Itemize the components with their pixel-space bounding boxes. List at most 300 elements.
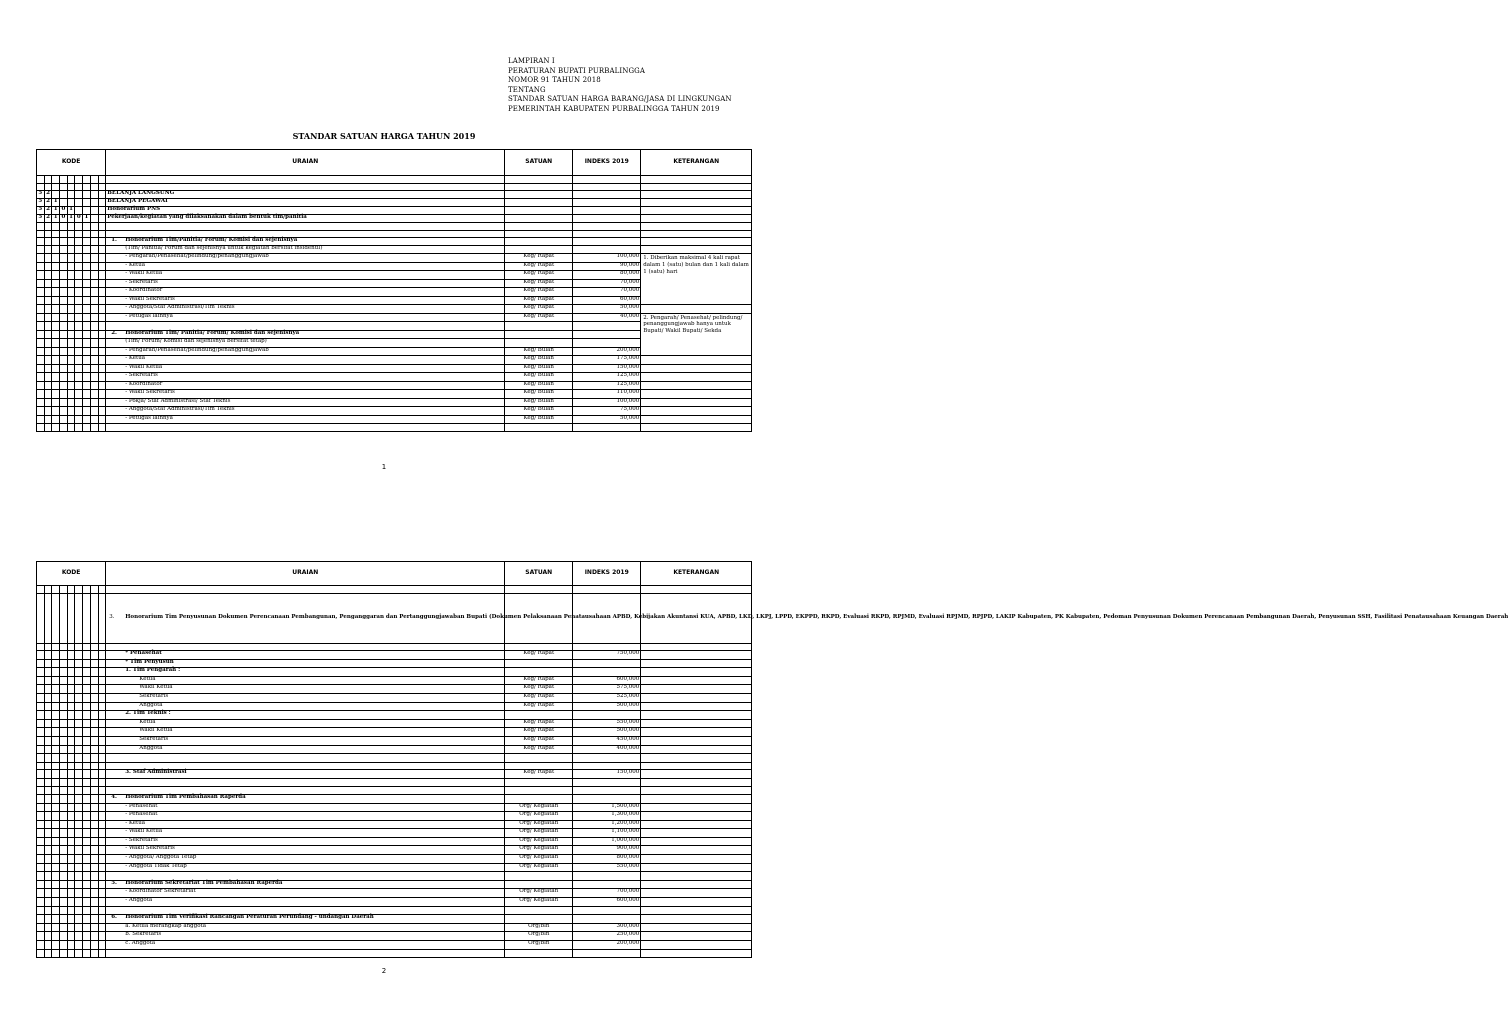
table-row [37, 754, 752, 763]
code-digit [75, 415, 83, 424]
section-title: Honorarium Tim Penyusunan Dokumen Perencanaan Pembangunan, Penganggaran dan Pertanggungjawaban Bupati (Dokumen Pelaksanaan Penatausahaan APBD, Kebijakan Akuntansi KUA, APBD, LKD, LKPJ, LPPD, EKPPD, RKPD, Evaluasi RKPD, RPJMD, Evaluasi RPJMD, RPJPD, LAKIP Kabupaten, PK Kabupaten, Pedoman Penyusunan Dokumen Perencanaan Pembangunan Daerah, Penyusunan SSH, Fasilitasi Penatausahaan Keuangan Daerah [125, 614, 1508, 621]
code-digit [44, 176, 52, 184]
code-digit [83, 837, 91, 846]
code-digit [52, 693, 60, 702]
satuan-cell: Keg/ Bulan [505, 356, 573, 365]
uraian-cell: - Wakil Ketua [106, 829, 505, 838]
code-digit [52, 246, 60, 254]
section-title: Honorarium Tim Verifikasi Rancangan Peraturan Perundang - undangan Daerah [125, 914, 374, 921]
code-digit [75, 932, 83, 941]
code-digit [52, 770, 60, 779]
code-digit [83, 373, 91, 382]
code-digit [37, 855, 45, 864]
code-digit [75, 659, 83, 668]
code-digit [98, 339, 106, 348]
code-digit [44, 223, 52, 231]
code-digit [90, 207, 98, 215]
satuan-cell: Org/ Kegiatan [505, 863, 573, 872]
code-digit [44, 787, 52, 795]
satuan-cell [505, 191, 573, 199]
code-digit [60, 643, 68, 651]
code-digit [52, 676, 60, 685]
code-digit [90, 880, 98, 889]
code-digit [37, 736, 45, 745]
code-digit [75, 787, 83, 795]
code-digit [83, 586, 91, 594]
code-digit [44, 889, 52, 898]
code-digit [37, 794, 45, 803]
indeks-cell: 500,000 [573, 728, 641, 737]
code-digit [67, 339, 75, 348]
code-digit [37, 778, 45, 787]
code-digit [90, 803, 98, 812]
table-row [37, 407, 752, 416]
code-digit [90, 719, 98, 728]
header-line: NOMOR 91 TAHUN 2018 [508, 76, 601, 84]
code-digit [60, 923, 68, 932]
code-digit: 1 [52, 199, 60, 207]
uraian-cell: - Wakil Ketua [106, 364, 505, 373]
satuan-cell [505, 330, 573, 339]
code-digit [90, 778, 98, 787]
satuan-cell [505, 322, 573, 331]
page-number: 1 [381, 463, 387, 471]
code-digit [52, 711, 60, 720]
uraian-cell: - Koordinator [106, 288, 505, 297]
code-digit [75, 846, 83, 855]
code-digit [52, 906, 60, 915]
satuan-cell: Org/ Kegiatan [505, 820, 573, 829]
code-digit [67, 693, 75, 702]
code-digit [37, 262, 45, 271]
price-table-page-1 [36, 149, 752, 432]
code-digit [67, 837, 75, 846]
code-digit [44, 407, 52, 416]
code-digit [67, 778, 75, 787]
code-digit [60, 176, 68, 184]
code-digit [83, 593, 91, 643]
satuan-cell [505, 199, 573, 207]
uraian-cell: - Anggota/ Anggota Tetap [106, 855, 505, 864]
code-digit [98, 347, 106, 356]
code-digit [67, 322, 75, 331]
indeks-cell [573, 207, 641, 215]
code-digit [37, 880, 45, 889]
code-digit [83, 794, 91, 803]
uraian-cell: Anggota [106, 745, 505, 754]
code-digit [83, 398, 91, 407]
code-digit [37, 889, 45, 898]
code-digit [52, 949, 60, 957]
uraian-cell: - Koordinator [106, 381, 505, 390]
column-header-satuan: SATUAN [505, 150, 573, 176]
code-digit [83, 415, 91, 424]
code-digit [44, 347, 52, 356]
keterangan-cell [641, 794, 752, 803]
code-digit [83, 364, 91, 373]
indeks-cell [573, 711, 641, 720]
code-digit [90, 889, 98, 898]
code-digit [37, 586, 45, 594]
code-digit [60, 262, 68, 271]
indeks-cell: 70,000 [573, 279, 641, 288]
code-digit [83, 659, 91, 668]
code-digit [83, 745, 91, 754]
code-digit [90, 754, 98, 763]
code-digit [90, 855, 98, 864]
indeks-cell: 175,000 [573, 356, 641, 365]
table-row [37, 863, 752, 872]
code-digit [52, 223, 60, 231]
keterangan-cell [641, 183, 752, 191]
satuan-cell [505, 586, 573, 594]
column-header-satuan: SATUAN [505, 562, 573, 586]
uraian-cell: - Anggota Tidak Tetap [106, 863, 505, 872]
code-digit [67, 643, 75, 651]
uraian-cell: - Penasehat [106, 803, 505, 812]
code-digit [60, 356, 68, 365]
uraian-cell: - Wakil Sekretaris [106, 296, 505, 305]
code-digit [83, 313, 91, 322]
code-digit [83, 330, 91, 339]
code-digit [75, 693, 83, 702]
code-digit [44, 279, 52, 288]
code-digit [60, 812, 68, 821]
code-digit [90, 424, 98, 432]
table-row [37, 356, 752, 365]
code-digit [60, 719, 68, 728]
code-digit [90, 711, 98, 720]
satuan-cell: Keg/ Rapat [505, 719, 573, 728]
code-digit [75, 288, 83, 297]
indeks-cell: 250,000 [573, 932, 641, 941]
uraian-cell: - Anggota/Staf Administrasi/Tim Teknis [106, 407, 505, 416]
code-digit [52, 863, 60, 872]
code-digit [75, 407, 83, 416]
code-digit [75, 949, 83, 957]
code-digit [60, 390, 68, 399]
code-digit [98, 415, 106, 424]
indeks-cell: 600,000 [573, 676, 641, 685]
code-digit [37, 770, 45, 779]
keterangan-cell [641, 407, 752, 416]
code-digit [67, 364, 75, 373]
uraian-cell: c. Anggota [106, 941, 505, 950]
keterangan-cell [641, 215, 752, 223]
code-digit [52, 872, 60, 881]
keterangan-cell [641, 898, 752, 907]
code-digit [37, 271, 45, 280]
keterangan-cell [641, 230, 752, 238]
code-digit [98, 889, 106, 898]
code-digit [75, 762, 83, 770]
code-digit [67, 915, 75, 924]
code-digit [83, 719, 91, 728]
table-row [37, 176, 752, 184]
code-digit [67, 872, 75, 881]
code-digit: 1 [67, 215, 75, 223]
code-digit [60, 941, 68, 950]
code-digit [37, 915, 45, 924]
satuan-cell: Keg/ Rapat [505, 736, 573, 745]
code-digit [90, 183, 98, 191]
table-row [37, 373, 752, 382]
code-digit [83, 863, 91, 872]
code-digit [98, 183, 106, 191]
code-digit [60, 339, 68, 348]
satuan-cell [505, 754, 573, 763]
code-digit [52, 279, 60, 288]
indeks-cell [573, 215, 641, 223]
code-digit [60, 787, 68, 795]
keterangan-cell [641, 390, 752, 399]
code-digit [60, 191, 68, 199]
satuan-cell: Keg/ Rapat [505, 770, 573, 779]
code-digit [52, 183, 60, 191]
code-digit [83, 702, 91, 711]
code-digit: 2 [44, 215, 52, 223]
code-digit [90, 339, 98, 348]
uraian-cell: - Petugas lainnya [106, 415, 505, 424]
code-digit [75, 586, 83, 594]
code-digit [98, 676, 106, 685]
code-digit [67, 754, 75, 763]
code-digit [98, 898, 106, 907]
code-digit [75, 915, 83, 924]
code-digit [98, 906, 106, 915]
indeks-cell: 75,000 [573, 407, 641, 416]
indeks-cell: 450,000 [573, 736, 641, 745]
satuan-cell: Keg/ Rapat [505, 685, 573, 694]
code-digit [75, 296, 83, 305]
code-digit [83, 880, 91, 889]
code-digit [67, 846, 75, 855]
code-digit [90, 949, 98, 957]
code-digit [37, 728, 45, 737]
satuan-cell: Org/bln [505, 923, 573, 932]
code-digit [75, 941, 83, 950]
code-digit [37, 754, 45, 763]
column-header-keterangan: KETERANGAN [641, 562, 752, 586]
code-digit [98, 364, 106, 373]
uraian-cell [106, 176, 505, 184]
code-digit [75, 347, 83, 356]
code-digit [75, 176, 83, 184]
code-digit [90, 736, 98, 745]
indeks-cell: 150,000 [573, 364, 641, 373]
column-header-indeks: INDEKS 2019 [573, 150, 641, 176]
code-digit [44, 923, 52, 932]
keterangan-cell [641, 668, 752, 677]
satuan-cell: Keg/ Rapat [505, 254, 573, 263]
uraian-cell [106, 778, 505, 787]
code-digit [67, 659, 75, 668]
uraian-cell: - Koordinator Sekretariat [106, 889, 505, 898]
code-digit [90, 676, 98, 685]
indeks-cell: 575,000 [573, 685, 641, 694]
table-row [37, 254, 752, 263]
code-digit [60, 915, 68, 924]
table-row [37, 941, 752, 950]
keterangan-cell [641, 906, 752, 915]
code-digit [60, 932, 68, 941]
uraian-cell: 2. Tim Teknis : [106, 711, 505, 720]
code-digit [90, 176, 98, 184]
keterangan-cell [641, 770, 752, 779]
code-digit [98, 223, 106, 231]
code-digit [83, 787, 91, 795]
satuan-cell: Keg/ Rapat [505, 296, 573, 305]
satuan-cell: Keg/ Rapat [505, 288, 573, 297]
code-digit [98, 803, 106, 812]
code-digit [83, 770, 91, 779]
code-digit [37, 745, 45, 754]
code-digit [90, 398, 98, 407]
table-row [37, 736, 752, 745]
keterangan-cell [641, 754, 752, 763]
indeks-cell: 550,000 [573, 719, 641, 728]
code-digit [60, 855, 68, 864]
code-digit [98, 407, 106, 416]
code-digit [37, 846, 45, 855]
code-digit [83, 846, 91, 855]
code-digit [37, 711, 45, 720]
code-digit [75, 373, 83, 382]
code-digit [67, 254, 75, 263]
code-digit [83, 238, 91, 246]
code-digit [60, 803, 68, 812]
code-digit [83, 820, 91, 829]
keterangan-cell [641, 846, 752, 855]
code-digit [98, 207, 106, 215]
uraian-cell: Wakil Ketua [106, 728, 505, 737]
table-row [37, 593, 752, 643]
satuan-cell: Org/ Kegiatan [505, 837, 573, 846]
code-digit [67, 415, 75, 424]
code-digit [52, 262, 60, 271]
section-title: Honorarium Tim Pembahasan Raperda [125, 793, 246, 800]
code-digit [67, 812, 75, 821]
uraian-cell: a. Ketua merangkap anggota [106, 923, 505, 932]
code-digit [44, 339, 52, 348]
code-digit [67, 356, 75, 365]
section-number: 6. [111, 914, 117, 921]
uraian-cell: - Pengarah/Penasehat/pelindung/penanggungjawab [106, 347, 505, 356]
code-digit [90, 812, 98, 821]
code-digit [98, 381, 106, 390]
code-digit [98, 812, 106, 821]
code-digit: 5 [37, 215, 45, 223]
satuan-cell [505, 207, 573, 215]
keterangan-cell [641, 880, 752, 889]
header-line: LAMPIRAN I [508, 57, 555, 65]
code-digit [67, 223, 75, 231]
code-digit [37, 702, 45, 711]
code-digit [60, 736, 68, 745]
indeks-cell [573, 322, 641, 331]
code-digit [67, 923, 75, 932]
uraian-cell: - Pengarah/Penasehat/pelindung/penanggungjawab [106, 254, 505, 263]
table-row [37, 223, 752, 231]
keterangan-cell [641, 685, 752, 694]
code-digit [75, 183, 83, 191]
code-digit [37, 762, 45, 770]
header-line: TENTANG [508, 85, 546, 94]
code-digit [60, 296, 68, 305]
code-digit [44, 373, 52, 382]
keterangan-cell [641, 728, 752, 737]
table-row [37, 390, 752, 399]
uraian-cell: (Tim/ Panitia/ Forum dan sejenisnya untuk kegiatan bersifat insidentil) [106, 246, 505, 254]
code-digit [98, 685, 106, 694]
code-digit [37, 415, 45, 424]
code-digit [60, 872, 68, 881]
satuan-cell: Org/ Kegiatan [505, 898, 573, 907]
code-digit [90, 872, 98, 881]
header-line: PERATURAN BUPATI PURBALINGGA [508, 66, 645, 75]
satuan-cell [505, 794, 573, 803]
code-digit [52, 837, 60, 846]
code-digit [67, 762, 75, 770]
code-digit: 5 [37, 191, 45, 199]
code-digit [60, 288, 68, 297]
code-digit [44, 898, 52, 907]
code-digit [44, 846, 52, 855]
indeks-cell [573, 330, 641, 339]
code-digit [90, 313, 98, 322]
code-digit [67, 191, 75, 199]
code-digit [98, 373, 106, 382]
code-digit [98, 305, 106, 314]
code-digit [52, 651, 60, 660]
satuan-cell [505, 238, 573, 246]
code-digit [75, 728, 83, 737]
code-digit [75, 803, 83, 812]
code-digit [37, 347, 45, 356]
code-digit [52, 643, 60, 651]
code-digit [44, 693, 52, 702]
code-digit [75, 770, 83, 779]
table-row [37, 215, 752, 223]
code-digit [98, 855, 106, 864]
code-digit [90, 586, 98, 594]
satuan-cell [505, 424, 573, 432]
code-digit [37, 398, 45, 407]
code-digit [44, 230, 52, 238]
satuan-cell [505, 906, 573, 915]
code-digit [90, 381, 98, 390]
code-digit [90, 932, 98, 941]
code-digit [44, 754, 52, 763]
code-digit [90, 296, 98, 305]
code-digit [83, 812, 91, 821]
code-digit [37, 812, 45, 821]
code-digit [98, 693, 106, 702]
code-digit [52, 728, 60, 737]
keterangan-cell [641, 381, 752, 390]
code-digit [52, 271, 60, 280]
code-digit [44, 829, 52, 838]
code-digit [52, 593, 60, 643]
code-digit [83, 778, 91, 787]
uraian-cell: - Wakil Sekretaris [106, 846, 505, 855]
code-digit [83, 711, 91, 720]
code-digit [90, 288, 98, 297]
code-digit [98, 872, 106, 881]
code-digit [44, 246, 52, 254]
code-digit [75, 778, 83, 787]
code-digit [52, 586, 60, 594]
